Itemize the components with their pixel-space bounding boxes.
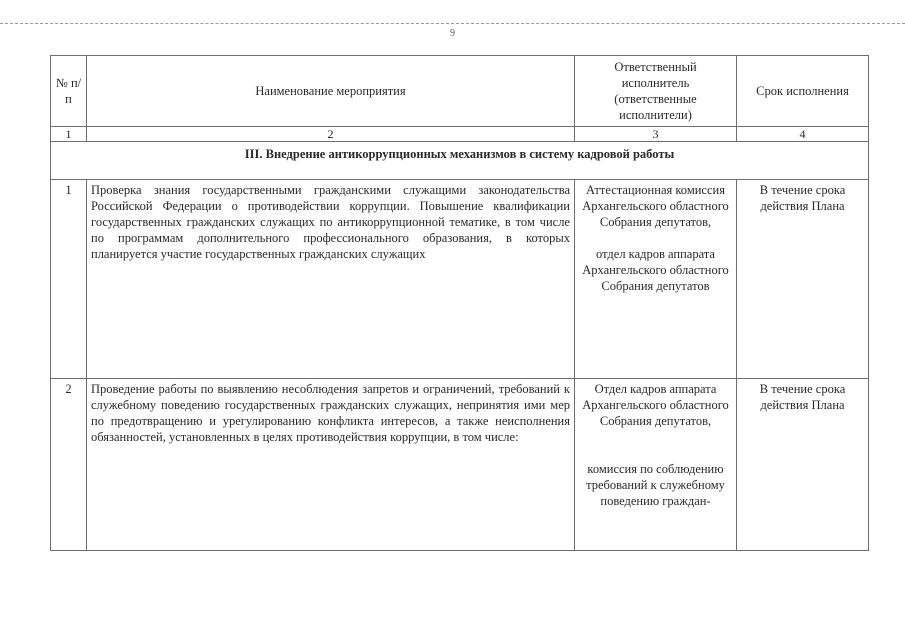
responsible-text: комиссия по соблюдению требований к служебному поведению граждан- <box>586 462 725 508</box>
term-cell: В течение срока действия Плана <box>737 180 869 379</box>
table-header-row <box>51 56 869 127</box>
activity-name: Проверка знания государственными гражданскими служащими законодательства Российской Федерации о противодействии коррупции. Повышение квалификации государственных гражданских служащих по антикоррупционной тематике, в том числе по программам дополнительного профессионального образования, в которых планируется участие государственных гражданских служащих <box>87 180 575 379</box>
column-number: 2 <box>87 127 575 142</box>
responsible-cell <box>575 180 737 379</box>
responsible-cell <box>575 379 737 551</box>
responsible-text: Аттестационная комиссия Архангельского областного Собрания депутатов, <box>582 183 729 229</box>
header-name: Наименование мероприятия <box>87 56 575 127</box>
column-number: 3 <box>575 127 737 142</box>
row-number: 1 <box>51 180 87 379</box>
responsible-text: Отдел кадров аппарата Архангельского областного Собрания депутатов, <box>582 382 729 428</box>
table-row <box>51 379 869 551</box>
plan-table <box>50 55 869 551</box>
activity-name: Проведение работы по выявлению несоблюдения запретов и ограничений, требований к служебному поведению государственных гражданских служащих, непринятия ими мер по предотвращению и урегулированию конфликта интересов, а также неисполнения обязанностей, установленных в целях противодействия коррупции, в том числе: <box>87 379 575 551</box>
section-title: III. Внедрение антикоррупционных механизмов в систему кадровой работы <box>51 142 869 180</box>
page-number: 9 <box>450 28 455 39</box>
header-responsible: Ответственный исполнитель (ответственные исполнители) <box>575 56 737 127</box>
column-number: 4 <box>737 127 869 142</box>
row-number: 2 <box>51 379 87 551</box>
table-row <box>51 180 869 379</box>
column-number: 1 <box>51 127 87 142</box>
top-dashed-rule <box>0 23 905 24</box>
term-cell: В течение срока действия Плана <box>737 379 869 551</box>
header-num: № п/п <box>51 56 87 127</box>
section-row <box>51 142 869 180</box>
header-term: Срок исполнения <box>737 56 869 127</box>
column-number-row <box>51 127 869 142</box>
responsible-text: отдел кадров аппарата Архангельского областного Собрания депутатов <box>582 247 729 293</box>
